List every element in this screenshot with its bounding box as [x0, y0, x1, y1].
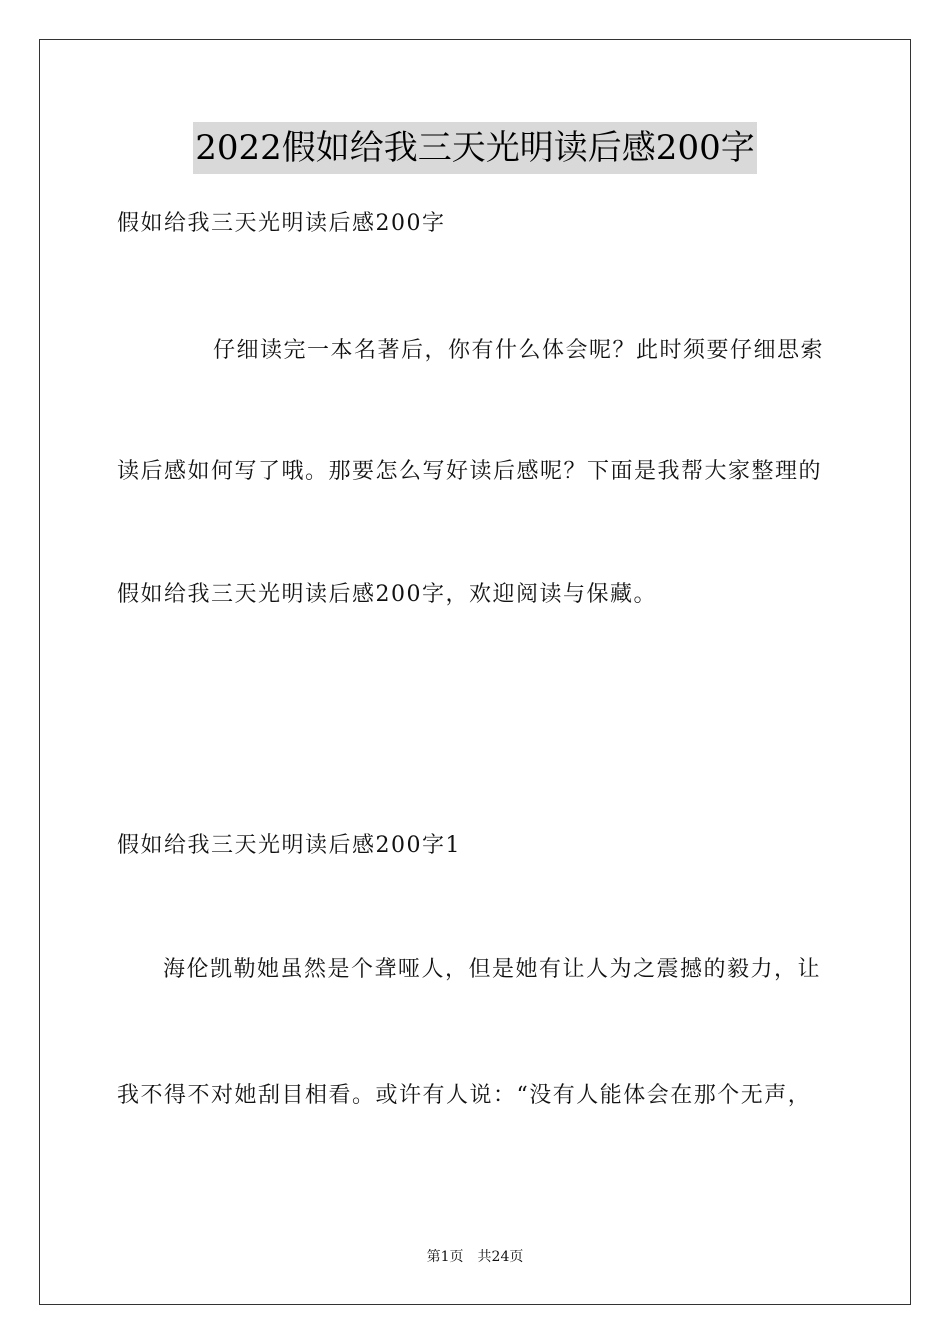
intro-line-2: 读后感如何写了哦。那要怎么写好读后感呢？下面是我帮大家整理的: [117, 459, 823, 484]
page-number: 第1页: [426, 1249, 464, 1265]
document-title: 2022假如给我三天光明读后感200字: [193, 122, 756, 174]
section-line-1: 海伦凯勒她虽然是个聋哑人，但是她有让人为之震撼的毅力，让: [163, 957, 822, 982]
intro-line-3: 假如给我三天光明读后感200字，欢迎阅读与保藏。: [117, 582, 657, 607]
section-line-2: 我不得不对她刮目相看。或许有人说：“没有人能体会在那个无声，: [117, 1083, 812, 1108]
document-subtitle: 假如给我三天光明读后感200字: [117, 211, 446, 236]
page-footer: [0, 1247, 950, 1267]
section-heading: 假如给我三天光明读后感200字1: [117, 833, 461, 858]
title-container: [0, 122, 950, 174]
intro-line-1: 仔细读完一本名著后，你有什么体会呢？此时须要仔细思索: [213, 338, 825, 363]
page-total: 共24页: [477, 1249, 524, 1265]
